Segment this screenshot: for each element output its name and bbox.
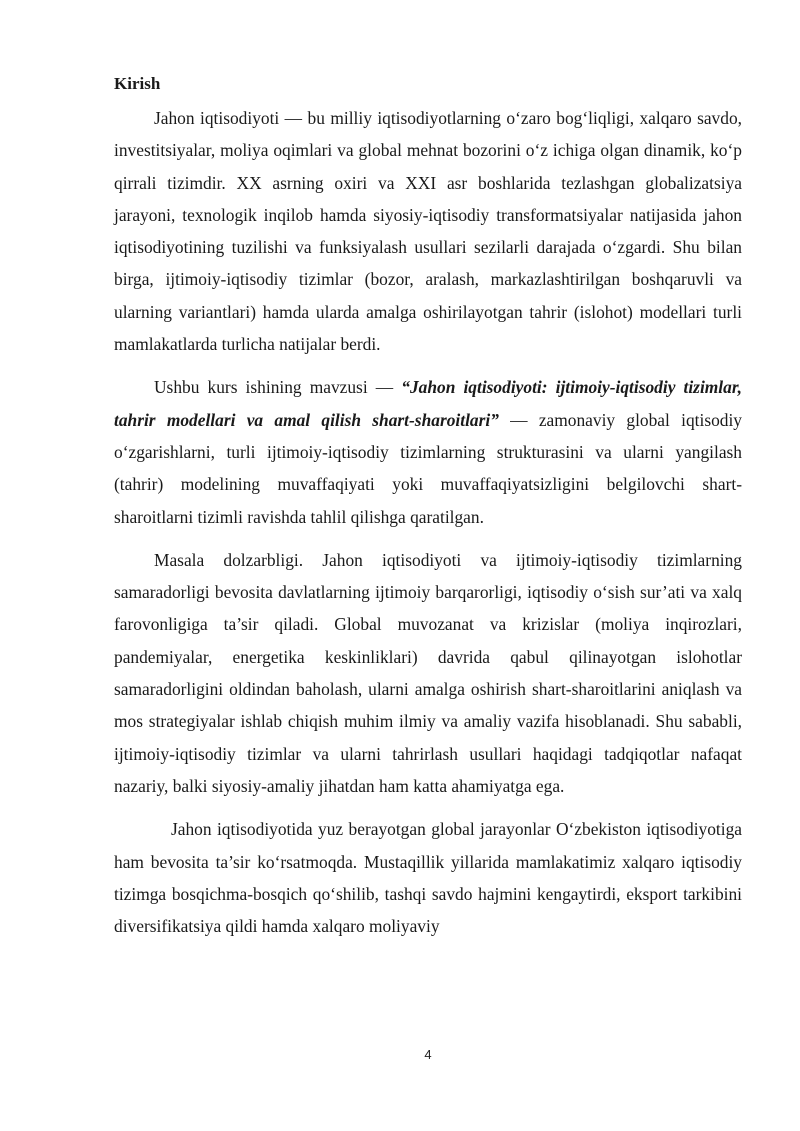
paragraph-relevance: Masala dolzarbligi. Jahon iqtisodiyoti va ijtimoiy-iqtisodiy tizimlarning samaradorligi bevosita davlatlarning ijtimoiy barqarorligi, iqtisodiy o‘sish sur’ati va xalq farovonligiga ta’sir qiladi. Global muvozanat va krizislar (moliya inqirozlari, pandemiyalar, energetika keskinliklari) davrida qabul qilinayotgan islohotlar samaradorligini oldindan baholash, ularni amalga oshirish shart-sharoitlarini aniqlash va mos strategiyalar ishlab chiqish muhim ilmiy va amaliy vazifa hisoblanadi. Shu sababli, ijtimoiy-iqtisodiy tizimlar va ularni tahrirlash usullari haqidagi tadqiqotlar nafaqat nazariy, balki siyosiy-amaliy jihatdan ham katta ahamiyatga ega. [114,549,742,796]
paragraph-intro: Jahon iqtisodiyoti — bu milliy iqtisodiyotlarning o‘zaro bog‘liqligi, xalqaro savdo, investitsiyalar, moliya oqimlari va global mehnat bozorini o‘z ichiga olgan dinamik, ko‘p qirrali tizimdir. XX asrning oxiri va XXI asr boshlarida tezlashgan globalizatsiya jarayoni, texnologik inqilob hamda siyosiy-iqtisodiy transformatsiyalar natijasida jahon iqtisodiyotining tuzilishi va funksiyalash usullari sezilarli darajada o‘zgardi. Shu bilan birga, ijtimoiy-iqtisodiy tizimlar (bozor, aralash, markazlashtirilgan boshqaruvli va ularning variantlari) hamda ularda amalga oshirilayotgan tahrir (islohot) modellari turli mamlakatlarda turlicha natijalar berdi. [114,108,742,355]
paragraph-topic-rest: — zamonaviy global iqtisodiy o‘zgarishlarni, turli ijtimoiy-iqtisodiy tizimlarning strukturasini va ularni yangilash (tahrir) modelining muvaffaqiyati yoki muvaffaqiyatsizligini belgilovchi shart-sharoitlarni tizimli ravishda tahlil qilishga qaratilgan. [114,409,743,527]
document-page [114,72,742,953]
course-work-title: “Jahon iqtisodiyoti: ijtimoiy-iqtisodiy tizimlar, tahrir modellari va amal qilish shart-sharoitlari” [114,377,742,430]
paragraph-uzbekistan: Jahon iqtisodiyotida yuz berayotgan global jarayonlar O‘zbekiston iqtisodiyotiga ham bevosita ta’sir ko‘rsatmoqda. Mustaqillik yillarida mamlakatimiz xalqaro iqtisodiy tizimga bosqichma-bosqich qo‘shilib, tashqi savdo hajmini kengaytirdi, eksport tarkibini diversifikatsiya qildi hamda xalqaro moliyaviy [114,819,742,937]
page-number: 4 [424,1047,432,1062]
paragraph-topic-lead: Ushbu kurs ishining mavzusi — [154,377,402,398]
paragraph-topic [114,371,742,532]
section-heading: Kirish [114,74,161,93]
